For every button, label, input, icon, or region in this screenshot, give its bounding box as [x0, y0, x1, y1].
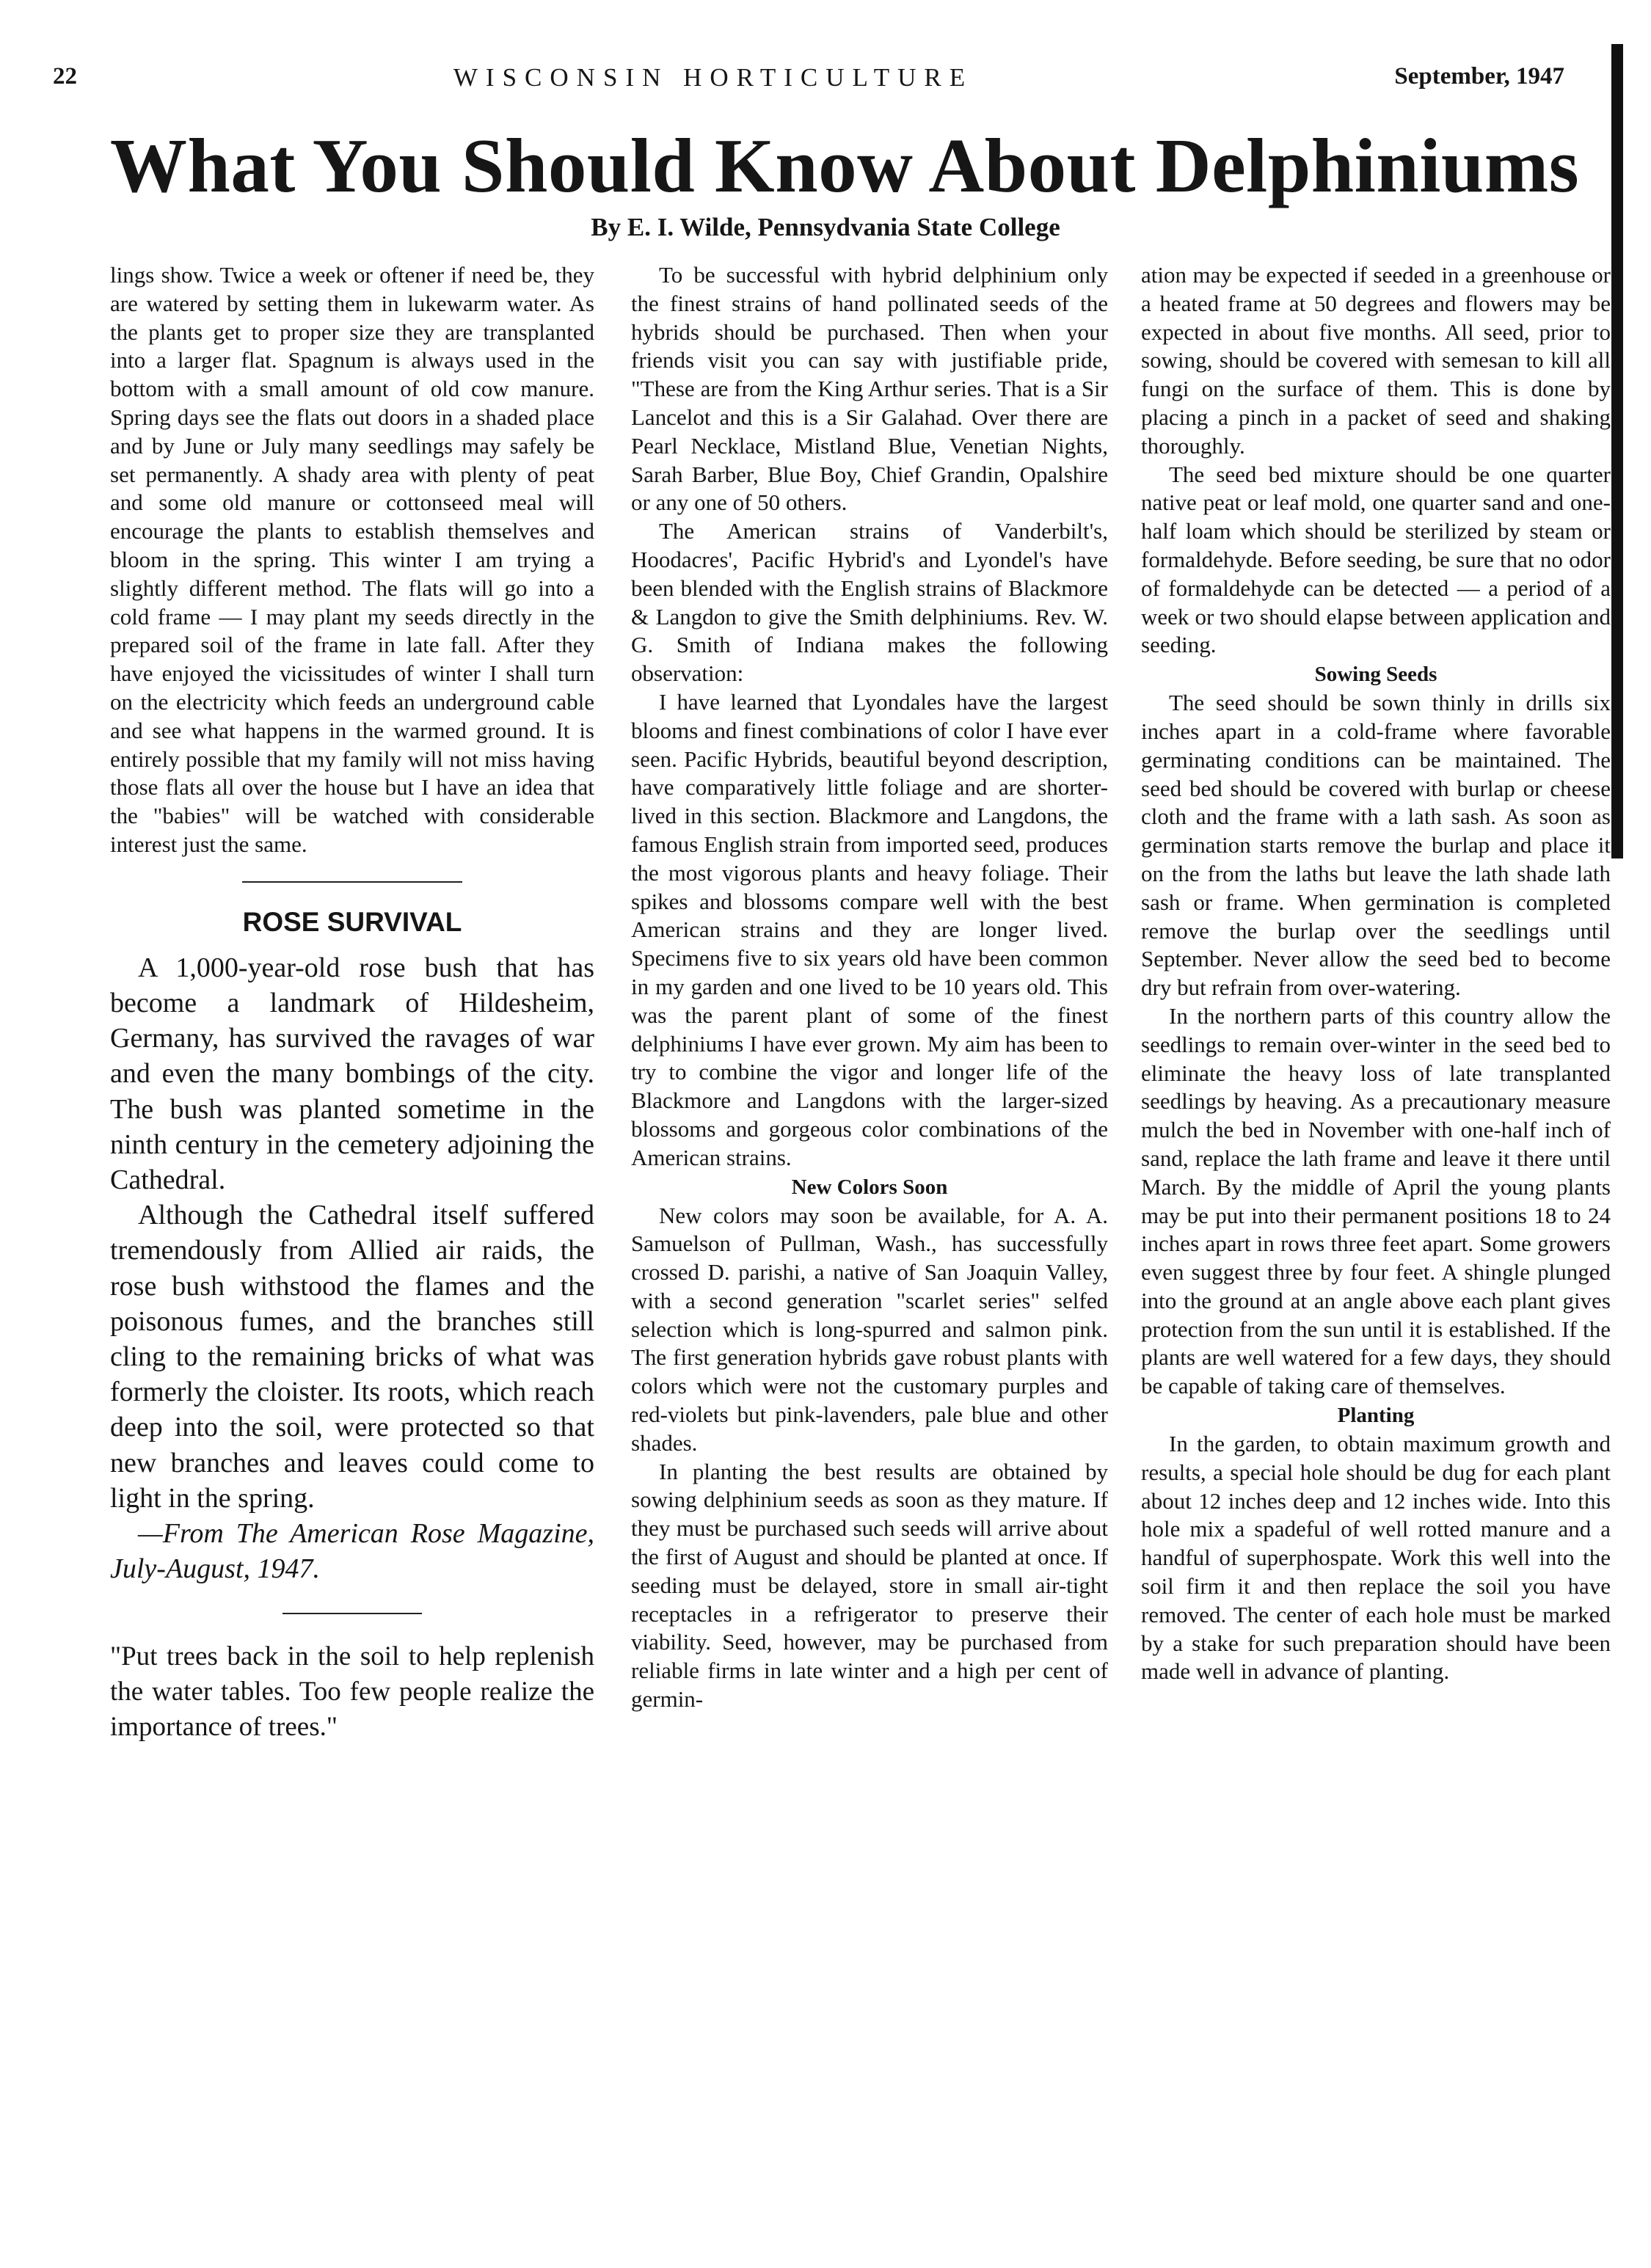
- paragraph: Although the Cathedral itself suffered tremendously from Allied air raids, the rose bush withstood the flames and the poisonous fumes, and the branches still cling to the remaining bricks of what was formerly the cloister. Its roots, which reach deep into the soil, were protected so that new branches and leaves could come to light in the spring.: [110, 1200, 594, 1514]
- paragraph: In planting the best results are obtained by sowing delphinium seeds as soon as they mature. If they must be purchased such seeds will arrive about the first of August and should be planted at once. If seeding must be delayed, store in small air-tight receptacles in a refrigerator to preserve their viability. Seed, however, may be purchased from reliable firms in late winter and a high per cent of germin-: [631, 1458, 1108, 1713]
- divider-rule: [283, 1613, 422, 1614]
- paragraph: A 1,000-year-old rose bush that has become a landmark of Hildesheim, Germany, has survived the ravages of war and even the many bombings of the city. The bush was planted sometime in the ninth century in the cemetery adjoining the Cathedral.: [110, 952, 594, 1195]
- subhead-planting: Planting: [1337, 1404, 1415, 1428]
- paragraph: ation may be expected if seeded in a greenhouse or a heated frame at 50 degrees and flowers may be expected in about five months. All seed, prior to sowing, should be covered with semesan to kill all fungi on the surface of them. This is done by placing a pinch in a packet of seed and shaking thoroughly.: [1141, 262, 1611, 459]
- running-header: [53, 63, 1564, 100]
- rose-survival-article: [110, 905, 594, 1587]
- column-2: [631, 261, 1108, 1714]
- column-3: [1141, 261, 1611, 1686]
- paragraph: New colors may soon be available, for A. A. Samuelson of Pullman, Wash., has successfully crossed D. parishi, a native of San Joaquin Valley, with a second generation "scarlet series" selfed selection which is long-spurred and salmon pink. The first generation hybrids gave robust plants with colors which were not the customary purples and red-violets but pink-lavenders, pale blue and other shades.: [631, 1202, 1108, 1456]
- paragraph: The American strains of Vanderbilt's, Hoodacres', Pacific Hybrid's and Lyondel's have been blended with the English strains of Blackmore & Langdon to give the Smith delphiniums. Rev. W. G. Smith of Indiana makes the following observation:: [631, 518, 1108, 687]
- issue-date: September, 1947: [1394, 63, 1564, 90]
- article-title: What You Should Know About Delphiniums: [110, 123, 1580, 208]
- paragraph: The seed should be sown thinly in drills six inches apart in a cold-frame where favorable germinating conditions can be maintained. The seed bed should be covered with burlap or cheese cloth and the frame with a lath sash. As soon as germination starts remove the burlap and place it on the from the laths but leave the lath shade lath sash or frame. When germination is completed remove the burlap over the seedlings until September. Never allow the seed bed to become dry but refrain from over-watering.: [1141, 690, 1611, 1001]
- paragraph: lings show. Twice a week or oftener if need be, they are watered by setting them in lukewarm water. As the plants get to proper size they are transplanted into a larger flat. Spagnum is always used in the bottom with a small amount of old cow manure. Spring days see the flats out doors in a shaded place and by June or July many seedlings may safely be set permanently. A shady area with plenty of peat and some old manure or cottonseed meal will encourage the plants to establish themselves and bloom in the spring. This winter I am trying a slightly different method. The flats will go into a cold frame — I may plant my seeds directly in the prepared soil of the frame in late fall. After they have enjoyed the vicissitudes of winter I shall turn on the electricity which feeds an underground cable and see what happens in the warmed ground. It is entirely possible that my family will not miss having those flats all over the house but I have an idea that the "babies" will be watched with considerable interest just the same.: [110, 262, 594, 857]
- divider-rule: [242, 881, 462, 883]
- paragraph: I have learned that Lyondales have the largest blooms and finest combinations of color I have ever seen. Pacific Hybrids, beautiful beyond description, have comparatively little foliage and are shorter-lived in this section. Blackmore and Langdons, the famous English strain from imported seed, produces the most vigorous plants and heavy foliage. Their spikes and blossoms compare well with the best American strains and they are longer lived. Specimens five to six years old have been common in my garden and one lived to be 10 years old. This was the parent plant of some of the finest delphiniums I have ever grown. My aim has been to try to combine the vigor and longer life of the Blackmore and Langdons with the larger-sized blossoms and gorgeous color combinations of the American strains.: [631, 688, 1108, 1170]
- article-byline: By E. I. Wilde, Pennsydvania State College: [591, 213, 1060, 241]
- journal-title: WISCONSIN HORTICULTURE: [453, 63, 974, 92]
- paragraph: The seed bed mixture should be one quarter native peat or leaf mold, one quarter sand and one-half loam which should be sterilized by steam or formaldehyde. Before seeding, be sure that no odor of formaldehyde can be detected — a period of a week or two should elapse between application and seeding.: [1141, 461, 1611, 658]
- paragraph: In the northern parts of this country allow the seedlings to remain over-winter in the seed bed to eliminate the heavy loss of late transplanted seedlings by heaving. As a precautionary measure mulch the bed in November with one-half inch of sand, replace the lath frame and leave it there until March. By the middle of April the young plants may be put into their permanent positions 18 to 24 inches apart in rows three feet apart. Some growers even suggest three by four feet. A shingle plunged into the ground at an angle above each plant gives protection from the sun until it is established. If the plants are well watered for a few days, they should be capable of taking care of themselves.: [1141, 1002, 1611, 1399]
- source-credit: —From The American Rose Magazine, July-August, 1947.: [110, 1517, 594, 1585]
- page-number: 22: [53, 63, 77, 90]
- subhead-sowing-seeds: Sowing Seeds: [1314, 663, 1437, 687]
- rose-survival-title: ROSE SURVIVAL: [242, 906, 462, 937]
- paragraph: In the garden, to obtain maximum growth and results, a special hole should be dug for each plant about 12 inches deep and 12 inches wide. Into this hole mix a spadeful of well rotted manure and a handful of superphospate. Work this well into the soil firm it and then replace the soil you have removed. The center of each hole must be marked by a stake for such preparation should have been made well in advance of planting.: [1141, 1431, 1611, 1685]
- paragraph: To be successful with hybrid delphinium only the finest strains of hand pollinated seeds of the hybrids should be purchased. Then when your friends visit you can say with justifiable pride, "These are from the King Arthur series. That is a Sir Lancelot and this is a Sir Galahad. Over there are Pearl Necklace, Mistland Blue, Venetian Nights, Sarah Barber, Blue Boy, Chief Grandin, Opalshire or any one of 50 others.: [631, 262, 1108, 516]
- column-1: [110, 261, 594, 1745]
- quote-text: "Put trees back in the soil to help replenish the water tables. Too few people realize the importance of trees.": [110, 1641, 594, 1743]
- trees-quote: [110, 1639, 594, 1745]
- subhead-new-colors: New Colors Soon: [791, 1175, 948, 1199]
